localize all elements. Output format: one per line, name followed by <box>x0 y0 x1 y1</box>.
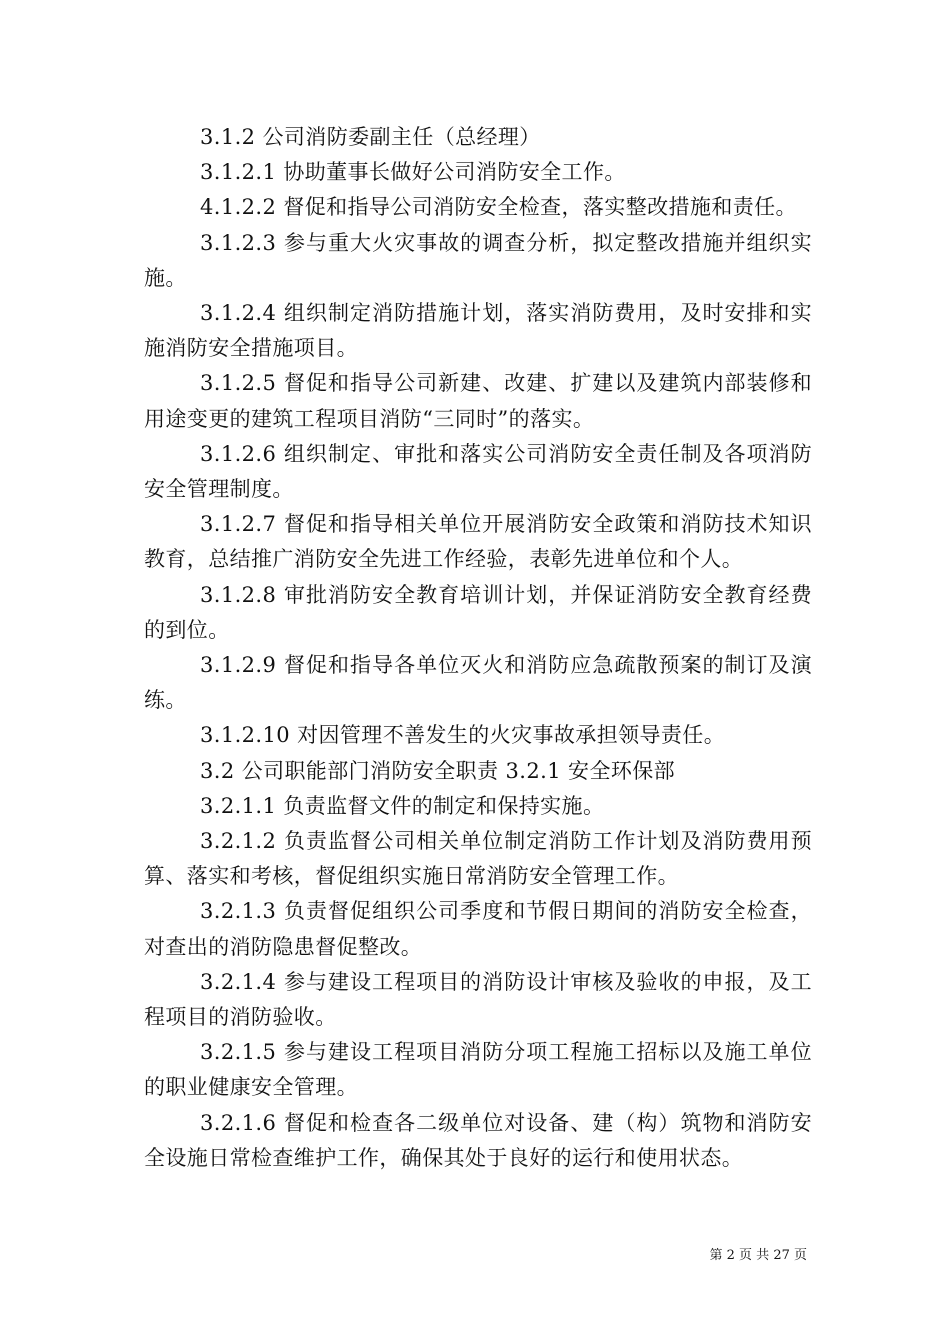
paragraph: 3.1.2.8 审批消防安全教育培训计划，并保证消防安全教育经费的到位。 <box>144 582 812 642</box>
paragraph: 3.1.2.3 参与重大火灾事故的调查分析，拟定整改措施并组织实施。 <box>144 230 812 290</box>
paragraph: 3.1.2.6 组织制定、审批和落实公司消防安全责任制及各项消防安全管理制度。 <box>144 441 812 502</box>
paragraph: 3.2.1.5 参与建设工程项目消防分项工程施工招标以及施工单位的职业健康安全管理。 <box>144 1040 812 1100</box>
paragraph: 3.1.2.5 督促和指导公司新建、改建、扩建以及建筑内部装修和用途变更的建筑工程项目消防“三同时”的落实。 <box>144 371 812 431</box>
paragraph: 3.1.2.9 督促和指导各单位灭火和消防应急疏散预案的制订及演练。 <box>144 653 812 713</box>
paragraph: 3.2.1.1 负责监督文件的制定和保持实施。 <box>200 793 605 818</box>
paragraph: 4.1.2.2 督促和指导公司消防安全检查，落实整改措施和责任。 <box>200 195 797 220</box>
paragraph: 3.1.2.10 对因管理不善发生的火灾事故承担领导责任。 <box>200 723 726 748</box>
paragraph: 3.2 公司职能部门消防安全职责 3.2.1 安全环保部 <box>200 758 676 783</box>
paragraph: 3.2.1.2 负责监督公司相关单位制定消防工作计划及消防费用预算、落实和考核，督促组织实施日常消防安全管理工作。 <box>144 829 812 889</box>
paragraph: 3.2.1.3 负责督促组织公司季度和节假日期间的消防安全检查，对查出的消防隐患督促整改。 <box>144 899 812 959</box>
document-body <box>144 120 812 1176</box>
paragraph: 3.2.1.4 参与建设工程项目的消防设计审核及验收的申报，及工程项目的消防验收。 <box>144 969 812 1030</box>
paragraph: 3.1.2.1 协助董事长做好公司消防安全工作。 <box>200 160 626 185</box>
paragraph: 3.1.2 公司消防委副主任（总经理） <box>200 125 541 149</box>
paragraph: 3.2.1.6 督促和检查各二级单位对设备、建（构）筑物和消防安全设施日常检查维护工作，确保其处于良好的运行和使用状态。 <box>144 1110 812 1170</box>
paragraph: 3.1.2.4 组织制定消防措施计划，落实消防费用，及时安排和实施消防安全措施项目。 <box>144 301 812 361</box>
paragraph: 3.1.2.7 督促和指导相关单位开展消防安全政策和消防技术知识教育，总结推广消防安全先进工作经验，表彰先进单位和个人。 <box>144 512 812 572</box>
page-number: 第 2 页 共 27 页 <box>709 1248 807 1263</box>
